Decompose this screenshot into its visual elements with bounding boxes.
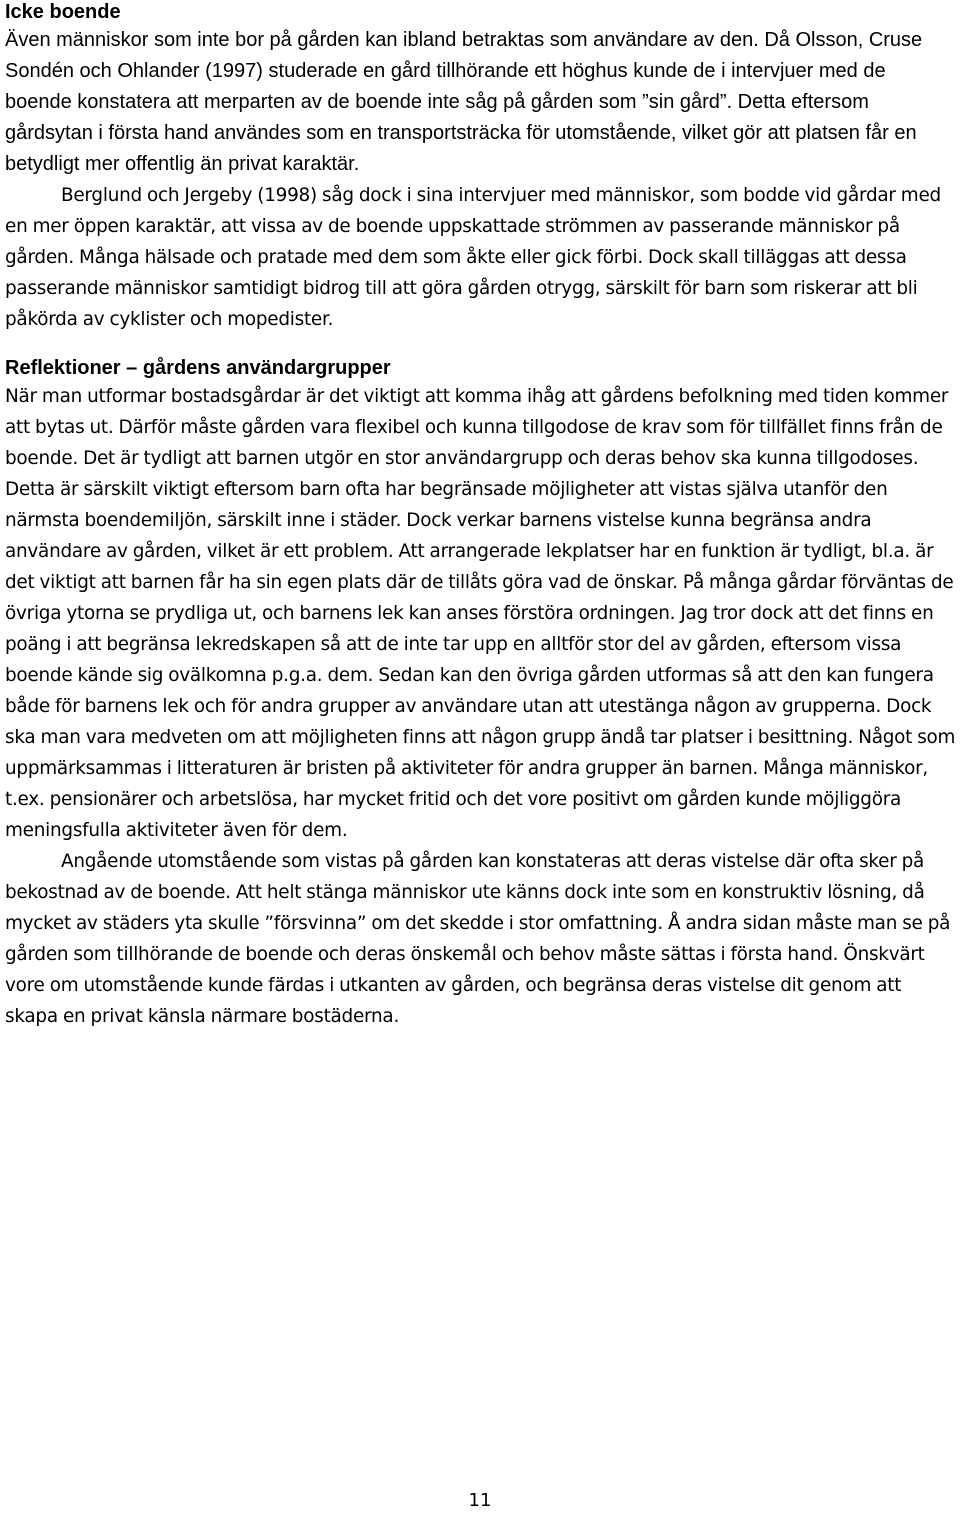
document-page (5, 0, 957, 1032)
paragraph-icke-boende-1: Även människor som inte bor på gården kan ibland betraktas som användare av den. Då Olsson, Cruse Sondén och Ohlander (1997) studerade en gård tillhörande ett höghus kunde de i intervjuer med de boende konstatera att merparten av de boende inte såg på gården som ”sin gård”. Detta eftersom gårdsytan i första hand användes som en transportsträcka för utomstående, vilket gör att platsen får en betydligt mer offentlig än privat karaktär. (5, 29, 923, 175)
page-number: 11 (468, 1490, 492, 1511)
paragraph-reflektioner-1: När man utformar bostadsgårdar är det viktigt att komma ihåg att gårdens befolkning med tiden kommer att bytas ut. Därför måste gården vara flexibel och kunna tillgodose de krav som för tillfället finns från de boende. Det är tydligt att barnen utgör en stor användargrupp och deras behov ska kunna tillgodoses. Detta är särskilt viktigt eftersom barn ofta har begränsade möjligheter att vistas själva utanför den närmsta boendemiljön, särskilt inne i städer. Dock verkar barnens vistelse kunna begränsa andra användare av gården, vilket är ett problem. Att arrangerade lekplatser har en funktion är tydligt, bl.a. är det viktigt att barnen får ha sin egen plats där de tillåts göra vad de önskar. På många gårdar förväntas de övriga ytorna se prydliga ut, och barnens lek kan anses förstöra ordningen. Jag tror dock att det finns en poäng i att begränsa lekredskapen så att de inte tar upp en alltför stor del av gården, eftersom vissa boende kände sig ovälkomna p.g.a. dem. Sedan kan den övriga gården utformas så att den kan fungera både för barnens lek och för andra grupper av användare utan att utestänga någon av grupperna. Dock ska man vara medveten om att möjligheten finns att någon grupp ändå tar platser i besittning. Något som uppmärksammas i litteraturen är bristen på aktiviteter för andra grupper än barnen. Många människor, t.ex. pensionärer och arbetslösa, har mycket fritid och det vore positivt om gården kunde möjliggöra meningsfulla aktiviteter även för dem. (5, 386, 956, 841)
section-heading-icke-boende: Icke boende (5, 1, 121, 23)
paragraph-icke-boende-2: Berglund och Jergeby (1998) såg dock i sina intervjuer med människor, som bodde vid gårdar med en mer öppen karaktär, att vissa av de boende uppskattade strömmen av passerande människor på gården. Många hälsade och pratade med dem som åkte eller gick förbi. Dock skall tilläggas att dessa passerande människor samtidigt bidrog till att göra gården otrygg, särskilt för barn som riskerar att bli påkörda av cyklister och mopedister. (5, 185, 941, 330)
paragraph-reflektioner-2: Angående utomstående som vistas på gården kan konstateras att deras vistelse där ofta sker på bekostnad av de boende. Att helt stänga människor ute känns dock inte som en konstruktiv lösning, då mycket av städers yta skulle ”försvinna” om det skedde i stor omfattning. Å andra sidan måste man se på gården som tillhörande de boende och deras önskemål och behov måste sättas i första hand. Önskvärt vore om utomstående kunde färdas i utkanten av gården, och begränsa deras vistelse dit genom att skapa en privat känsla närmare bostäderna. (5, 851, 951, 1027)
section-heading-reflektioner: Reflektioner – gårdens användargrupper (5, 357, 391, 379)
